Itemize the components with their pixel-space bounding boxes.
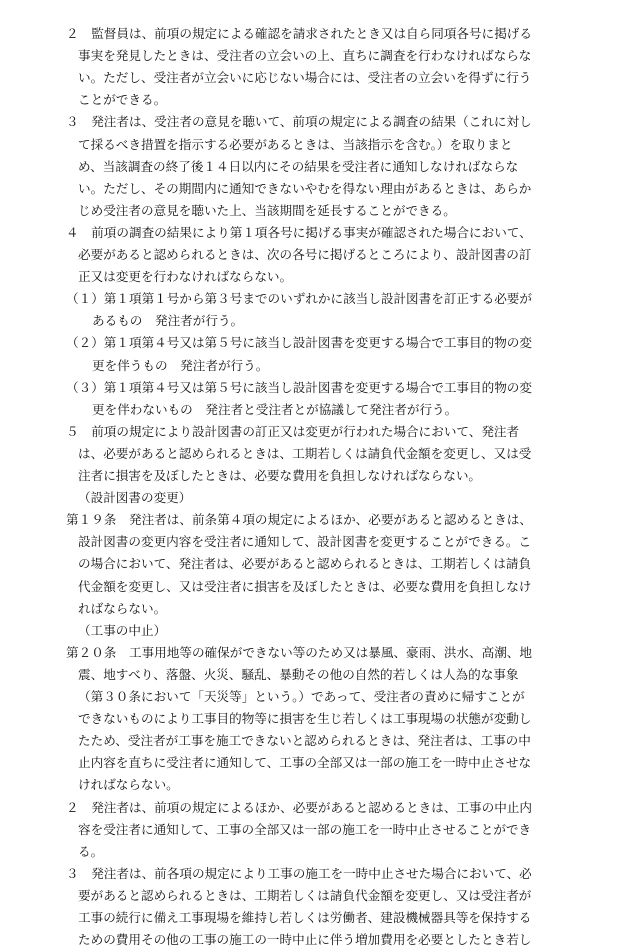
- text-line: ２ 監督員は、前項の規定による確認を請求されたとき又は自ら同項各号に掲げる: [66, 26, 532, 41]
- text-line: ための費用その他の工事の施工の一時中止に伴う増加費用を必要としたとき若し: [78, 932, 532, 948]
- text-line: 止内容を直ちに受注者に通知して、工事の全部又は一部の施工を一時中止させな: [78, 755, 532, 771]
- text-line: （第３０条において「天災等」という。）であって、受注者の責めに帰すことが: [78, 689, 525, 704]
- text-line: （１）第１項第１号から第３号までのいずれかに該当し設計図書を訂正する必要が: [66, 291, 532, 307]
- text-line: 代金額を変更し、又は受注者に損害を及ぼしたときは、必要な費用を負担しなけ: [78, 578, 532, 594]
- text-line: め、当該調査の終了後１４日以内にその結果を受注者に通知しなければならな: [78, 158, 519, 174]
- text-line: できないものにより工事目的物等に損害を生じ若しくは工事現場の状態が変動し: [78, 711, 532, 727]
- article-heading: （工事の中止）: [78, 622, 167, 638]
- text-line: 設計図書の変更内容を受注者に通知して、設計図書を変更することができる。こ: [78, 534, 532, 550]
- text-line: 注者に損害を及ぼしたときは、必要な費用を負担しなければならない。: [78, 468, 481, 483]
- text-line: （３）第１項第４号又は第５号に該当し設計図書を変更する場合で工事目的物の変: [66, 379, 532, 395]
- text-line: じめ受注者の意見を聴いた上、当該期間を延長することができる。: [78, 202, 456, 218]
- text-line: ことができる。: [78, 92, 167, 108]
- text-line: 要があると認められるときは、工期若しくは請負代金額を変更し、又は受注者が: [78, 887, 532, 903]
- text-line: 工事の続行に備え工事現場を維持し若しくは労働者、建設機械器具等を保持する: [78, 910, 532, 925]
- text-line: あるもの 発注者が行う。: [92, 313, 244, 329]
- text-line: たため、受注者が工事を施工できないと認められるときは、発注者は、工事の中: [78, 733, 531, 749]
- text-line: ればならない。: [78, 600, 167, 616]
- text-line: 第１９条 発注者は、前条第４項の規定によるほか、必要があると認めるときは、: [66, 512, 532, 528]
- text-line: ければならない。: [78, 777, 179, 793]
- text-line: 事実を発見したときは、受注者の立会いの上、直ちに調査を行わなければならな: [78, 48, 532, 64]
- text-line: 更を伴うもの 発注者が行う。: [92, 357, 269, 373]
- text-line: （２）第１項第４号又は第５号に該当し設計図書を変更する場合で工事目的物の変: [66, 335, 532, 351]
- text-line: て採るべき措置を指示する必要があるときは、当該指示を含む。）を取りまと: [78, 136, 513, 152]
- text-line: る。: [78, 843, 104, 859]
- text-line: ５ 前項の規定により設計図書の訂正又は変更が行われた場合において、発注者: [66, 423, 520, 439]
- article-heading: （設計図書の変更）: [78, 490, 192, 506]
- text-line: 容を受注者に通知して、工事の全部又は一部の施工を一時中止させることができ: [78, 821, 532, 837]
- text-line: 正又は変更を行わなければならない。: [78, 269, 293, 285]
- text-line: の場合において、発注者は、必要があると認められるときは、工期若しくは請負: [78, 556, 532, 572]
- text-line: い。ただし、その期間内に通知できないやむを得ない理由があるときは、あらか: [78, 180, 532, 196]
- text-line: 更を伴わないもの 発注者と受注者とが協議して発注者が行う。: [92, 401, 458, 417]
- text-line: 震、地すべり、落盤、火災、騒乱、暴動その他の自然的若しくは人為的な事象: [78, 666, 519, 682]
- text-line: 第２０条 工事用地等の確保ができない等のため又は暴風、豪雨、洪水、高潮、地: [66, 644, 532, 660]
- text-line: 必要があると認められるときは、次の各号に掲げるところにより、設計図書の訂: [78, 247, 532, 262]
- text-line: ３ 発注者は、受注者の意見を聴いて、前項の規定による調査の結果（これに対し: [66, 114, 532, 130]
- text-line: ２ 発注者は、前項の規定によるほか、必要があると認めるときは、工事の中止内: [66, 799, 532, 815]
- text-line: ３ 発注者は、前各項の規定により工事の施工を一時中止させた場合において、必: [66, 865, 532, 881]
- text-line: は、必要があると認められるときは、工期若しくは請負代金額を変更し、又は受: [78, 445, 532, 461]
- text-line: い。ただし、受注者が立会いに応じない場合には、受注者の立会いを得ずに行う: [78, 70, 532, 86]
- text-line: ４ 前項の調査の結果により第１項各号に掲げる事実が確認された場合において、: [66, 224, 532, 240]
